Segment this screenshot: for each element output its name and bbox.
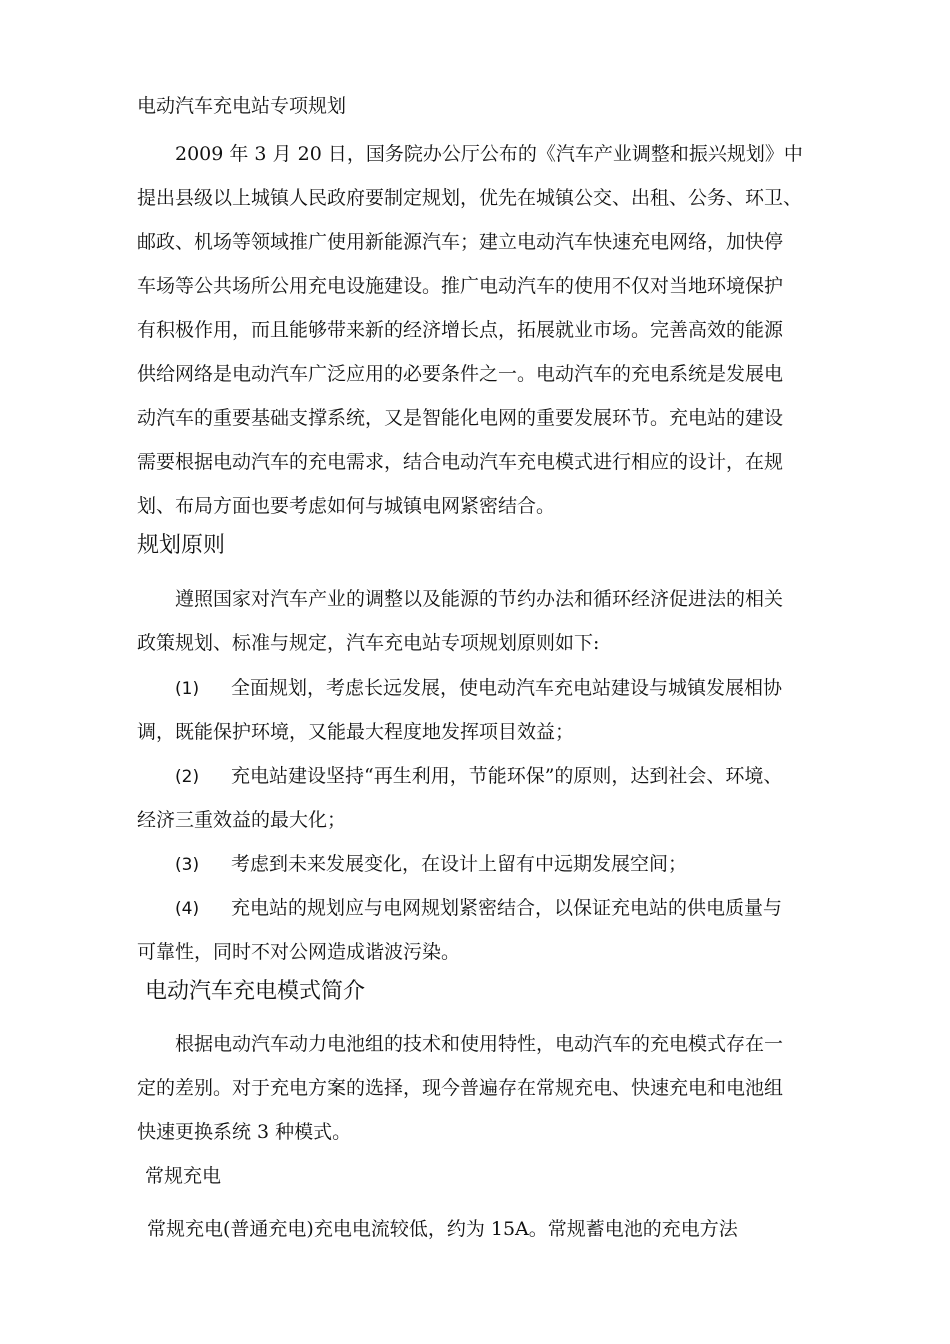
item-number: (2) [175, 767, 200, 787]
intro-line: 有积极作用，而且能够带来新的经济增长点，拓展就业市场。完善高效的能源 [137, 319, 784, 341]
charging-modes-line: 快速更换系统 3 种模式。 [137, 1121, 352, 1143]
item-text: 考虑到未来发展变化，在设计上留有中远期发展空间； [231, 853, 688, 875]
intro-line: 2009 年 3 月 20 日，国务院办公厅公布的《汽车产业调整和振兴规划》中 [175, 143, 803, 165]
normal-charging-paragraph [147, 1207, 847, 1251]
intro-line: 动汽车的重要基础支撑系统，又是智能化电网的重要发展环节。充电站的建设 [137, 407, 784, 429]
normal-charging-line: 常规充电(普通充电)充电电流较低，约为 15A。常规蓄电池的充电方法 [147, 1218, 738, 1240]
item-number: (4) [175, 899, 200, 919]
principle-item-1 [137, 666, 837, 754]
charging-modes-line: 定的差别。对于充电方案的选择，现今普遍存在常规充电、快速充电和电池组 [137, 1077, 784, 1099]
intro-line: 提出县级以上城镇人民政府要制定规划，优先在城镇公交、出租、公务、环卫、 [137, 187, 803, 209]
document-title: 电动汽车充电站专项规划 [137, 95, 347, 117]
section-heading-principles: 规划原则 [137, 533, 226, 558]
intro-paragraph [137, 132, 837, 528]
item-text: 充电站的规划应与电网规划紧密结合，以保证充电站的供电质量与 [231, 897, 783, 919]
principles-intro-line: 遵照国家对汽车产业的调整以及能源的节约办法和循环经济促进法的相关 [175, 588, 784, 610]
principle-item-4 [137, 886, 837, 974]
item-text-continued: 经济三重效益的最大化； [137, 809, 347, 831]
principle-item-3 [137, 842, 837, 886]
intro-line: 供给网络是电动汽车广泛应用的必要条件之一。电动汽车的充电系统是发展电 [137, 363, 784, 385]
charging-modes-paragraph [137, 1022, 837, 1154]
section-heading-charging-modes: 电动汽车充电模式简介 [145, 979, 366, 1004]
item-text: 全面规划，考虑长远发展，使电动汽车充电站建设与城镇发展相协 [231, 677, 783, 699]
item-text-continued: 调，既能保护环境，又能最大程度地发挥项目效益； [137, 721, 575, 743]
principles-intro [137, 577, 837, 665]
item-number: (3) [175, 855, 200, 875]
item-number: (1) [175, 679, 200, 699]
principle-item-2 [137, 754, 837, 842]
principles-intro-line: 政策规划、标准与规定，汽车充电站专项规划原则如下: [137, 632, 600, 654]
intro-line: 划、布局方面也要考虑如何与城镇电网紧密结合。 [137, 495, 556, 517]
item-text: 充电站建设坚持“再生利用，节能环保”的原则，达到社会、环境、 [231, 765, 783, 787]
intro-line: 邮政、机场等领域推广使用新能源汽车；建立电动汽车快速充电网络，加快停 [137, 231, 784, 253]
section-heading-normal-charging: 常规充电 [145, 1165, 222, 1187]
charging-modes-line: 根据电动汽车动力电池组的技术和使用特性，电动汽车的充电模式存在一 [175, 1033, 784, 1055]
intro-line: 车场等公共场所公用充电设施建设。推广电动汽车的使用不仅对当地环境保护 [137, 275, 784, 297]
item-text-continued: 可靠性，同时不对公网造成谐波污染。 [137, 941, 461, 963]
intro-line: 需要根据电动汽车的充电需求，结合电动汽车充电模式进行相应的设计，在规 [137, 451, 784, 473]
